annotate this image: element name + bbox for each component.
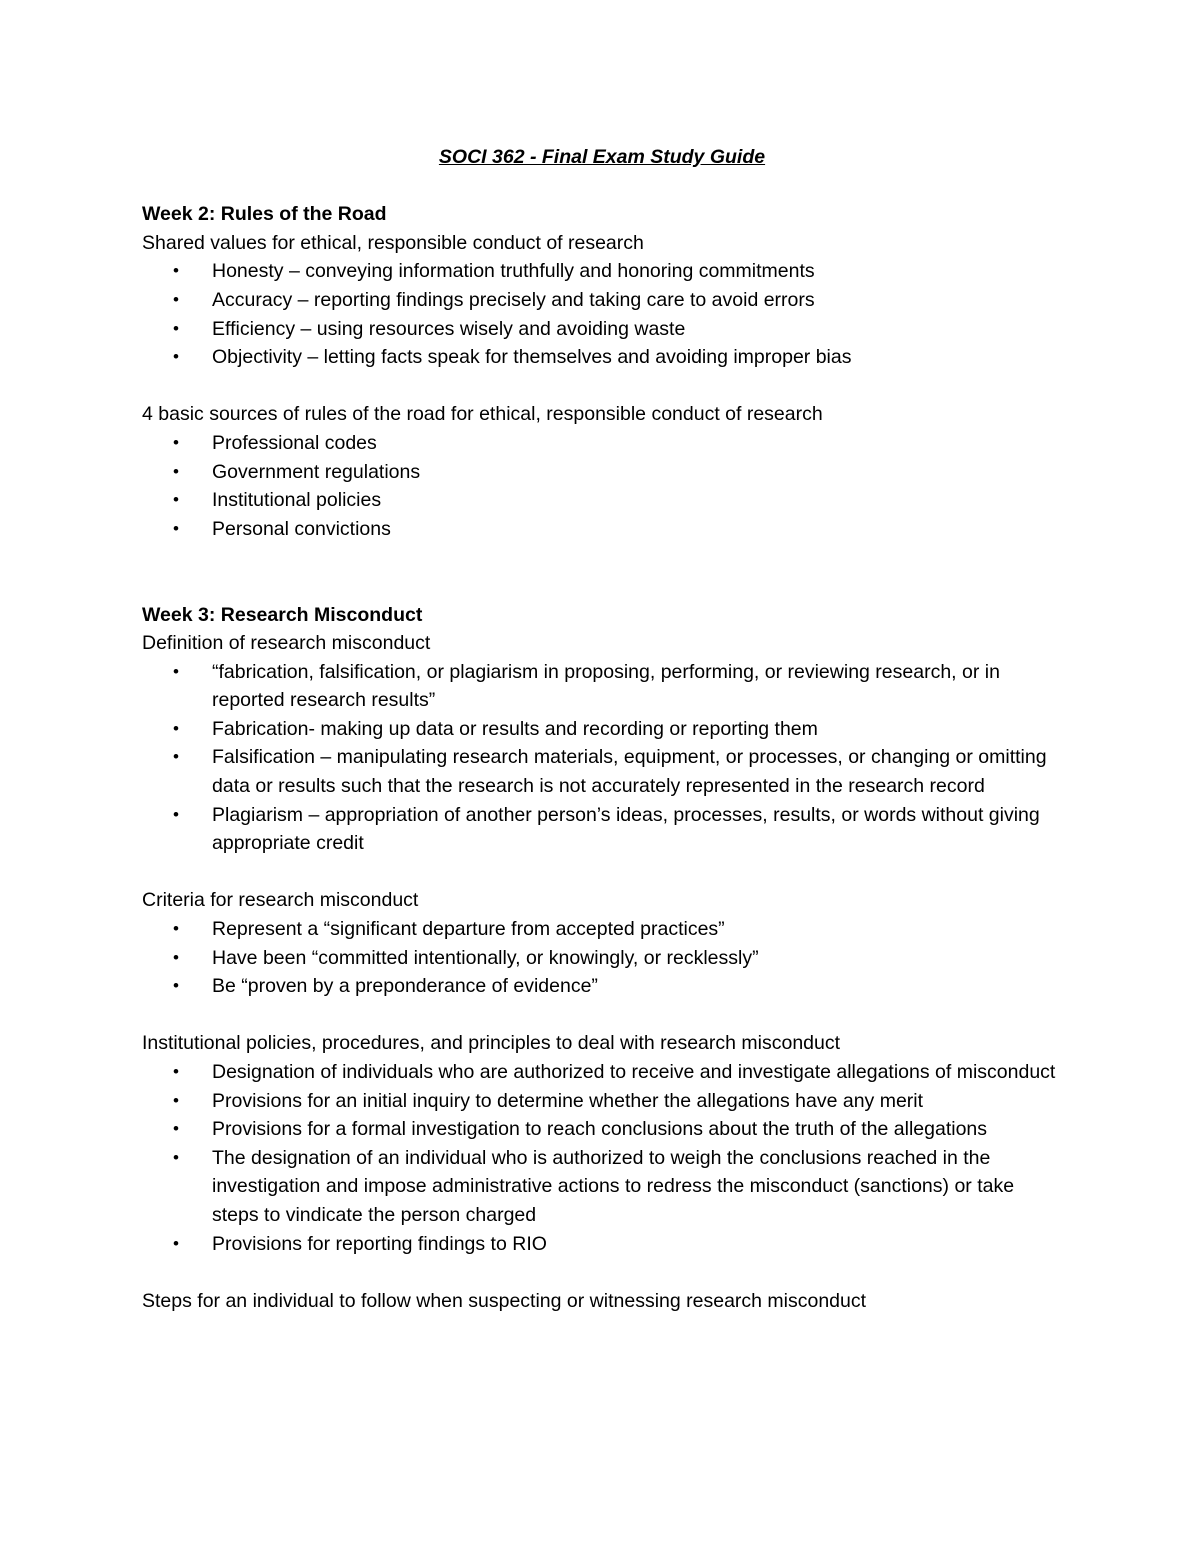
list-item <box>142 801 1062 858</box>
bullet-icon: • <box>173 947 179 967</box>
list-item <box>142 315 1062 344</box>
list-item <box>142 1087 1062 1116</box>
spacer <box>142 858 1062 887</box>
list-item-text: Honesty – conveying information truthfully and honoring commitments <box>212 260 815 283</box>
list-item-text: Efficiency – using resources wisely and avoiding waste <box>212 317 686 340</box>
list-item-text: Designation of individuals who are authorized to receive and investigate allegations of misconduct <box>212 1061 1056 1083</box>
spacer <box>142 1001 1062 1030</box>
bullet-icon: • <box>173 1147 179 1167</box>
bullet-icon: • <box>173 1090 179 1110</box>
list-item-text: Institutional policies <box>212 489 382 512</box>
bullet-icon: • <box>173 261 179 281</box>
bullet-icon: • <box>173 661 179 681</box>
bullet-icon: • <box>173 747 179 767</box>
bullet-icon: • <box>173 318 179 338</box>
list-item-text: Be “proven by a preponderance of evidence” <box>212 975 598 998</box>
sources-intro: 4 basic sources of rules of the road for ethical, responsible conduct of research <box>142 403 823 426</box>
bullet-icon: • <box>173 347 179 367</box>
criteria-list <box>142 915 1062 1001</box>
list-item-text: The designation of an individual who is authorized to weigh the conclusions reached in the investigation and impose administrative actions to redress the misconduct (sanctions) or take steps to vindicate the person charged <box>212 1146 1015 1226</box>
criteria-intro: Criteria for research misconduct <box>142 889 419 912</box>
steps-intro: Steps for an individual to follow when suspecting or witnessing research misconduct <box>142 1289 867 1312</box>
bullet-icon: • <box>173 1119 179 1139</box>
spacer <box>142 372 1062 401</box>
bullet-icon: • <box>173 1233 179 1253</box>
list-item <box>142 257 1062 286</box>
list-item <box>142 486 1062 515</box>
list-item <box>142 743 1062 800</box>
definition-list <box>142 658 1062 858</box>
sources-list <box>142 429 1062 543</box>
week3-heading: Week 3: Research Misconduct <box>142 603 423 626</box>
list-item <box>142 1230 1062 1259</box>
list-item-text: Provisions for an initial inquiry to determine whether the allegations have any merit <box>212 1089 924 1112</box>
week2-heading: Week 2: Rules of the Road <box>142 203 387 226</box>
bullet-icon: • <box>173 432 179 452</box>
spacer <box>142 543 1062 600</box>
list-item <box>142 343 1062 372</box>
list-item-text: Personal convictions <box>212 517 391 540</box>
list-item <box>142 429 1062 458</box>
list-item-text: Falsification – manipulating research materials, equipment, or processes, or changing or omitting data or results such that the research is not accurately represented in the research record <box>212 746 1047 798</box>
spacer <box>142 1258 1062 1287</box>
list-item <box>142 515 1062 544</box>
bullet-icon: • <box>173 518 179 538</box>
bullet-icon: • <box>173 1062 179 1081</box>
bullet-icon: • <box>173 461 179 481</box>
bullet-icon: • <box>173 718 179 738</box>
document-title: SOCI 362 - Final Exam Study Guide <box>438 146 766 168</box>
bullet-icon: • <box>173 490 179 510</box>
list-item-text: Have been “committed intentionally, or knowingly, or recklessly” <box>212 946 759 969</box>
list-item <box>142 715 1062 744</box>
policies-list <box>142 1058 1062 1258</box>
list-item-text: Accuracy – reporting findings precisely and taking care to avoid errors <box>212 288 815 311</box>
list-item <box>142 1115 1062 1144</box>
list-item-text: “fabrication, falsification, or plagiarism in proposing, performing, or reviewing research, or in reported research results” <box>212 660 1000 712</box>
list-item <box>142 286 1062 315</box>
bullet-icon: • <box>173 919 179 939</box>
list-item-text: Objectivity – letting facts speak for themselves and avoiding improper bias <box>212 346 852 369</box>
bullet-icon: • <box>173 804 179 824</box>
list-item <box>142 1058 1062 1087</box>
list-item-text: Fabrication- making up data or results and recording or reporting them <box>212 717 818 740</box>
bullet-icon: • <box>173 289 179 309</box>
list-item-text: Government regulations <box>212 460 421 483</box>
bullet-icon: • <box>173 976 179 996</box>
policies-intro: Institutional policies, procedures, and principles to deal with research misconduct <box>142 1032 841 1055</box>
list-item-text: Professional codes <box>212 431 377 454</box>
list-item-text: Provisions for reporting findings to RIO <box>212 1232 547 1255</box>
shared-values-intro: Shared values for ethical, responsible conduct of research <box>142 231 644 254</box>
definition-intro: Definition of research misconduct <box>142 632 431 655</box>
list-item <box>142 458 1062 487</box>
list-item-text: Provisions for a formal investigation to reach conclusions about the truth of the allegations <box>212 1118 988 1141</box>
list-item <box>142 1144 1062 1230</box>
list-item-text: Plagiarism – appropriation of another person’s ideas, processes, results, or words without giving appropriate credit <box>212 803 1040 855</box>
list-item <box>142 915 1062 944</box>
list-item-text: Represent a “significant departure from accepted practices” <box>212 918 725 941</box>
list-item <box>142 972 1062 1001</box>
list-item <box>142 944 1062 973</box>
list-item <box>142 658 1062 715</box>
shared-values-list <box>142 257 1062 371</box>
document-body <box>142 143 1062 1315</box>
